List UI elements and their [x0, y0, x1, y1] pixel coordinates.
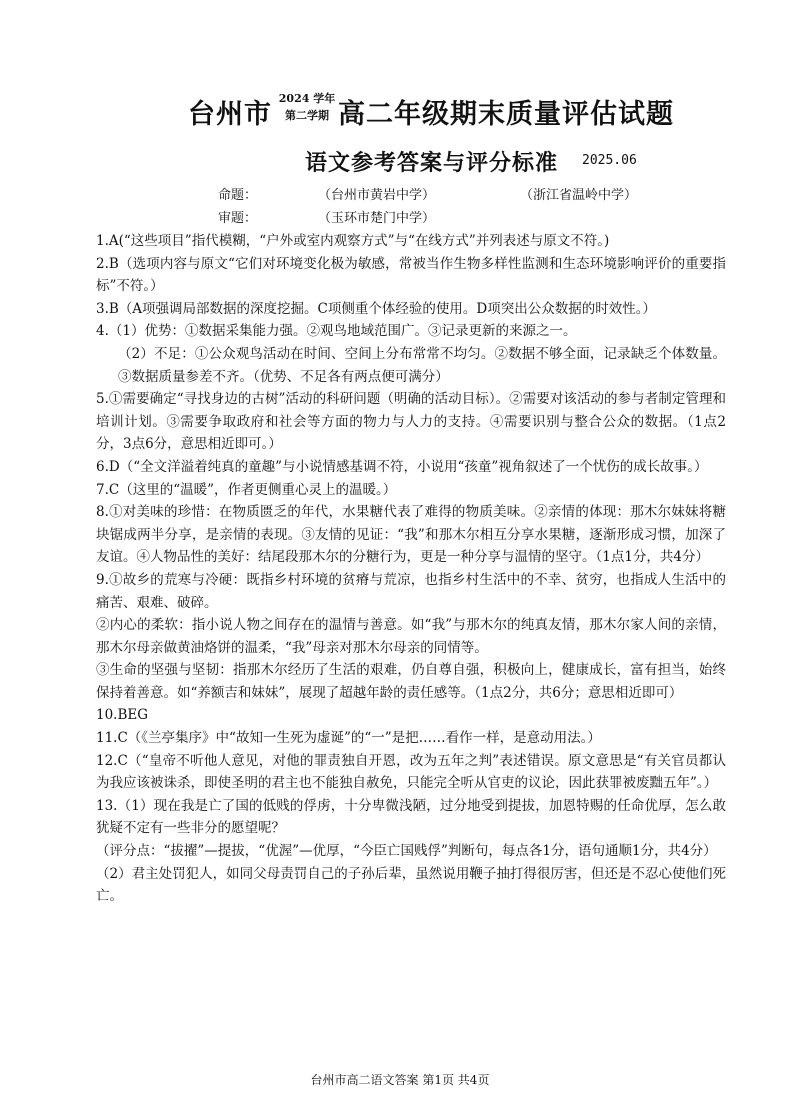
- answer-item: 2.B（选项内容与原文“它们对环境变化极为敏感，常被当作生物多样性监测和生态环境影响评价的重要指标”不符。）: [96, 255, 726, 295]
- answer-item: 9.①故乡的荒寒与冷硬：既指乡村环境的贫瘠与荒凉，也指乡村生活中的不幸、贫穷，也指成人生活中的痛苦、艰难、破碎。: [96, 571, 726, 611]
- reviewer-school: （玉环市楚门中学）: [318, 211, 436, 226]
- reviewer-label: 审题：: [218, 211, 258, 226]
- exam-title: 高二年级期末质量评估试题: [338, 99, 674, 130]
- answer-item: 4.（1）优势：①数据采集能力强。②观鸟地域范围广。③记录更新的来源之一。: [96, 323, 577, 340]
- author-label: 命题：: [218, 188, 258, 203]
- school-year: [275, 90, 339, 124]
- answer-item: 8.①对美味的珍惜：在物质匮乏的年代，水果糖代表了难得的物质美味。②亲情的体现：那木尔妹妹将糖块锯成两半分享，是亲情的表现。③友情的见证：“我”和那木尔相互分享水果糖，逐渐形成习惯，加深了友谊。④人物品性的美好：结尾段那木尔的分糖行为，更是一种分享与温情的坚守。（1点1分，共4分）: [96, 504, 726, 566]
- answer-item: 6.D（“全文洋溢着纯真的童趣”与小说情感基调不符，小说用“孩童”视角叙述了一个忧伤的成长故事。）: [96, 458, 708, 475]
- answer-item: 13.（1）现在我是亡了国的低贱的俘虏，十分卑微浅陋，过分地受到提拔，加恩特赐的任命优厚，怎么敢犹疑不定有一些非分的愿望呢？: [96, 797, 726, 837]
- page-footer: 台州市高二语文答案 第1页 共4页: [310, 1073, 490, 1087]
- answer-item: （2）不足：①公众观鸟活动在时间、空间上分布常常不均匀。②数据不够全面，记录缺乏个体数量。③数据质量参差不齐。（优势、不足各有两点便可满分）: [118, 345, 726, 385]
- answer-item: 7.C（这里的“温暖”，作者更侧重心灵上的温暖。）: [96, 481, 397, 498]
- answer-item: ③生命的坚强与坚韧：指那木尔经历了生活的艰难，仍自尊自强，积极向上，健康成长，富有担当，始终保持着善意。如“养额吉和妹妹”，展现了超越年龄的责任感等。（1点2分，共6分；意思相近即可）: [96, 662, 726, 701]
- answer-item: （2）君主处罚犯人，如同父母责罚自己的子孙后辈，虽然说用鞭子抽打得很厉害，但还是不忍心使他们死亡。: [96, 865, 726, 905]
- school-year-line2: 第二学期: [285, 109, 329, 122]
- title-row: [0, 88, 800, 136]
- answer-item: ②内心的柔软：指小说人物之间存在的温情与善意。如“我”与那木尔的纯真友情，那木尔家人间的亲情，那木尔母亲做黄油烙饼的温柔，“我”母亲对那木尔母亲的同情等。: [96, 617, 726, 656]
- answer-item: 1.A(“这些项目”指代模糊，“户外或室内观察方式”与“在线方式”并列表述与原文不符。): [96, 233, 610, 249]
- city-name: 台州市: [188, 99, 272, 130]
- subtitle-row: [0, 146, 800, 178]
- author-school-1: （台州市黄岩中学）: [318, 188, 436, 203]
- answer-item: 5.①需要确定“寻找身边的古树”活动的科研问题（明确的活动目标）。②需要对该活动的参与者制定管理和培训计划。③需要争取政府和社会等方面的物力与人力的支持。④需要识别与整合公众的数据。（1点2分，3点6分，意思相近即可。）: [96, 391, 726, 453]
- answer-item: （评分点：“拔擢”—提拔，“优渥”—优厚，“今臣亡国贱俘”判断句，每点各1分，语句通顺1分，共4分）: [96, 843, 717, 860]
- answer-item: 12.C（“皇帝不听他人意见，对他的罪责独自开恩，改为五年之判”表述错误。原文意思是“有关官员都认为我应该被诛杀，即使圣明的君主也不能独自赦免，只能完全听从官吏的议论，因此获罪被废黜五年”。）: [96, 752, 726, 792]
- document-subtitle: 语文参考答案与评分标准: [305, 150, 559, 176]
- answer-list: [96, 230, 726, 908]
- school-year-line1: 2024 学年: [278, 92, 336, 105]
- document-date: 2025.06: [582, 153, 637, 168]
- answer-item: 11.C（《兰亭集序》中“故知一生死为虚诞”的“一”是把……看作一样，是意动用法。）: [96, 730, 601, 747]
- answer-item: 10.BEG: [96, 707, 149, 724]
- answer-item: 3.B（A项强调局部数据的深度挖掘。C项侧重个体经验的使用。D项突出公众数据的时效性。）: [96, 300, 656, 317]
- author-school-2: （浙江省温岭中学）: [520, 188, 638, 203]
